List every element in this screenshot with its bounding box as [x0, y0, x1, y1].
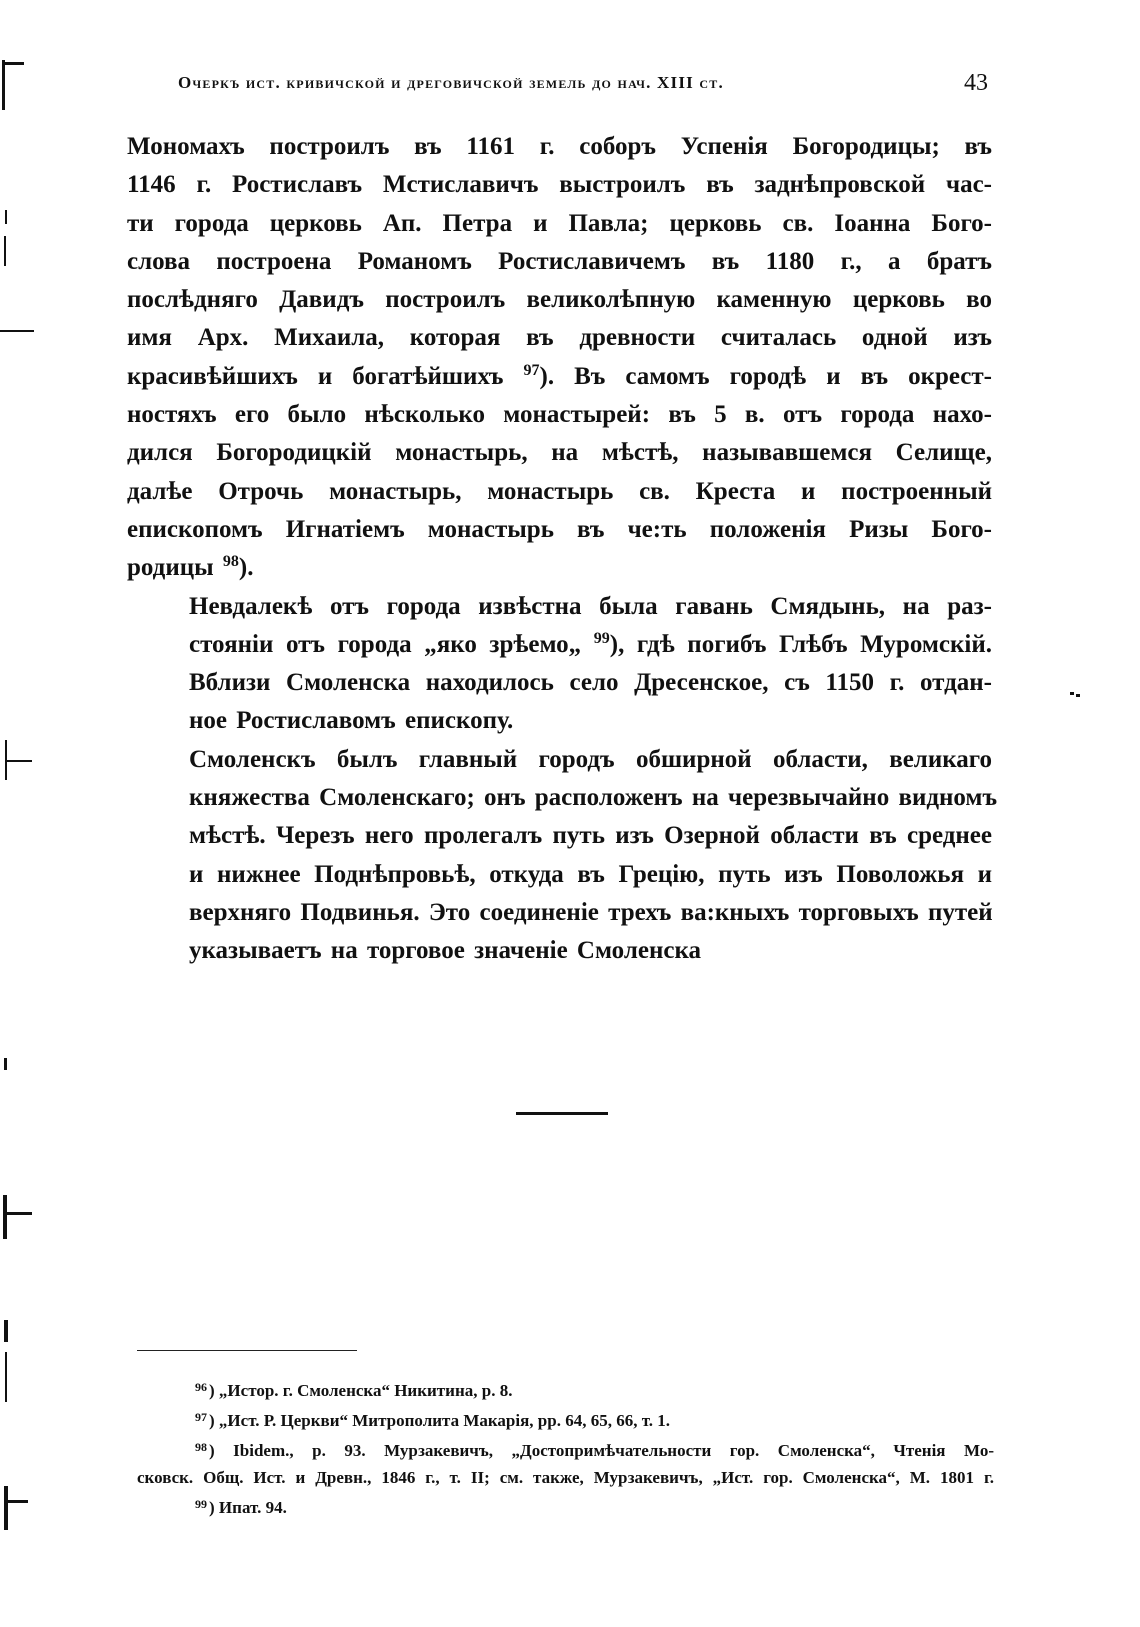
text-run: ное Ростиславомъ епископу.	[189, 707, 514, 735]
text-line	[127, 664, 992, 702]
text-run: имя Арх. Михаила, которая въ древности считалась одной изъ	[127, 324, 992, 352]
text-run: красивѣйшихъ и богатѣйшихъ	[127, 362, 524, 390]
text-line	[127, 358, 992, 396]
text-line	[127, 396, 992, 434]
margin-mark	[4, 236, 6, 266]
text-run: послѣдняго Давидъ построилъ великолѣпную каменную церковь во	[127, 286, 992, 314]
margin-mark	[6, 1212, 32, 1215]
text-line	[127, 702, 992, 740]
text-line	[127, 511, 992, 549]
text-run: ), гдѣ погибъ Глѣбъ Муромскій.	[609, 630, 992, 658]
footnote-paren: )	[209, 1441, 234, 1460]
text-line	[127, 549, 992, 587]
text-run: епископомъ Игнатіемъ монастырь въ че:ть положенія Ризы Бого-	[127, 515, 992, 543]
margin-mark	[2, 60, 5, 110]
text-run: 1146 г. Ростиславъ Мстиславичъ выстроилъ въ заднѣпровской час-	[127, 171, 992, 199]
footnote-line	[137, 1464, 994, 1491]
text-run: Вблизи Смоленска находилось село Дресенское, съ 1150 г. отдан-	[189, 669, 992, 697]
text-run: княжества Смоленскаго; онъ расположенъ на черезвычайно видномъ	[189, 784, 998, 812]
footnote-line	[137, 1434, 994, 1464]
footnote-paren: )	[209, 1498, 219, 1517]
margin-mark	[1076, 694, 1080, 697]
footnote-text: „Ист. Р. Церкви“ Митрополита Макарія, pp. 64, 65, 66, т. 1.	[218, 1411, 671, 1430]
margin-mark	[0, 330, 34, 332]
text-run: родицы	[127, 554, 223, 582]
text-run: Невдалекѣ отъ города извѣстна была гавань Смядынь, на раз-	[189, 592, 992, 620]
page-number: 43	[964, 70, 988, 96]
main-text	[127, 128, 998, 971]
text-run: ). Въ самомъ городѣ и въ окрест-	[539, 362, 993, 390]
text-line	[127, 741, 992, 779]
paragraph	[127, 741, 998, 971]
text-run: ностяхъ его было нѣсколько монастырей: въ 5 в. отъ города нахо-	[127, 401, 992, 429]
text-line	[127, 434, 992, 472]
text-run: стояніи отъ города „яко зрѣемо„	[189, 630, 594, 658]
paragraph	[127, 588, 992, 741]
text-run: и нижнее Поднѣпровьѣ, откуда въ Грецію, путь изъ Поволожья и	[189, 860, 992, 888]
text-line	[127, 626, 992, 664]
footnote-number: 98	[195, 1440, 207, 1454]
footnote-number: 96	[195, 1380, 207, 1394]
margin-mark	[2, 62, 24, 65]
footnote-line	[137, 1491, 994, 1521]
text-line	[127, 932, 992, 970]
running-title: Очеркъ ист. кривичской и дреговичской земель до нач. XIII ст.	[178, 73, 724, 92]
text-line	[127, 319, 992, 357]
text-run: слова построена Романомъ Ростиславичемъ въ 1180 г., а братъ	[127, 247, 992, 275]
paragraph	[127, 128, 992, 588]
text-line	[127, 281, 992, 319]
footnote-line	[137, 1404, 994, 1434]
footnote-paren: )	[209, 1411, 219, 1430]
margin-mark	[4, 1058, 7, 1070]
footnote-text: „Истор. г. Смоленска“ Никитина, p. 8.	[218, 1381, 513, 1400]
text-run: Смоленскъ былъ главный городъ обширной области, великаго	[189, 745, 992, 773]
text-line	[127, 205, 992, 243]
margin-mark	[1070, 692, 1074, 695]
text-run: Мономахъ построилъ въ 1161 г. соборъ Успенія Богородицы; въ	[127, 133, 992, 160]
margin-mark	[5, 1352, 7, 1402]
margin-mark	[4, 1320, 8, 1342]
margin-mark	[6, 760, 32, 762]
footnote-text: Ibidem., p. 93. Мурзакевичъ, „Достопримѣчательности гор. Смоленска“, Чтенія Мо-	[233, 1441, 994, 1460]
text-line	[127, 817, 992, 855]
text-line	[127, 473, 992, 511]
text-run: мѣстѣ. Черезъ него пролегалъ путь изъ Озерной области въ среднее	[189, 822, 992, 850]
text-line	[127, 128, 992, 166]
text-run: ).	[238, 554, 254, 582]
text-run: ти города церковь Ап. Петра и Павла; церковь св. Іоанна Бого-	[127, 209, 992, 237]
margin-mark	[3, 1195, 7, 1239]
footnotes	[137, 1374, 994, 1521]
footnote-number: 97	[195, 1410, 207, 1424]
text-run: указываетъ на торговое значеніе Смоленска	[189, 937, 701, 965]
footnote-paren: )	[209, 1381, 219, 1400]
footnote-rule	[137, 1350, 357, 1351]
text-line	[127, 588, 992, 626]
text-line	[127, 166, 992, 204]
footnote-text: сковск. Общ. Ист. и Древн., 1846 г., т. II; см. также, Мурзакевичъ, „Ист. гор. Смоленска“, М. 1801 г.	[137, 1468, 994, 1487]
running-head	[178, 66, 988, 100]
text-run: дился Богородицкій монастырь, на мѣстѣ, называвшемся Селище,	[127, 439, 992, 467]
footnote-ref[interactable]: 98	[222, 553, 239, 571]
footnote-number: 99	[195, 1497, 207, 1511]
text-run: далѣе Отрочь монастырь, монастырь св. Креста и построенный	[127, 477, 992, 505]
text-line	[127, 779, 998, 817]
text-line	[127, 243, 992, 281]
margin-mark	[6, 1500, 28, 1503]
footnote-line	[137, 1374, 994, 1404]
margin-mark	[5, 210, 7, 224]
footnote-text: Ипат. 94.	[218, 1498, 287, 1517]
footnote-ref[interactable]: 99	[593, 629, 610, 647]
text-run: верхняго Подвинья. Это соединеніе трехъ ва:кныхъ торговыхъ путей	[189, 898, 993, 926]
margin-mark	[4, 1486, 8, 1530]
text-line	[127, 856, 992, 894]
section-end-rule	[516, 1112, 608, 1115]
text-line	[127, 894, 992, 932]
footnote-ref[interactable]: 97	[523, 361, 540, 379]
